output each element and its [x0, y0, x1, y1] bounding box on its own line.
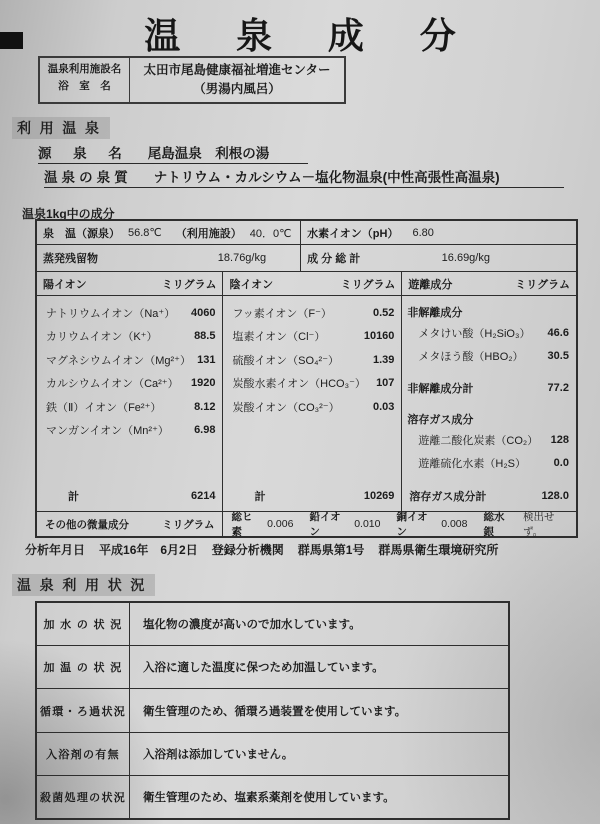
trace-pair [396, 509, 467, 539]
gas-name: 遊離二酸化炭素（CO₂） [418, 434, 539, 447]
nondissociated-total-label: 非解離成分計 [407, 383, 474, 395]
anion-row [223, 325, 401, 349]
trace-unit: ミリグラム [162, 518, 215, 531]
free-value: 46.6 [547, 326, 569, 339]
anion-value: 1.39 [373, 353, 395, 366]
trace-name: 鉛イオン [309, 511, 341, 538]
usage-row-label: 加 水 の 状 況 [37, 603, 130, 645]
component-total-cell [301, 245, 576, 271]
anion-name: フッ素イオン（F⁻） [232, 307, 332, 320]
dissolved-gas-header: 溶存ガス成分 [407, 414, 474, 426]
usage-row-label: 加 温 の 状 況 [37, 646, 130, 688]
facility-label-line1: 温泉利用施設名 [47, 63, 122, 75]
cation-value: 8.12 [194, 400, 216, 413]
anion-column [223, 296, 402, 511]
cation-value: 88.5 [194, 330, 216, 343]
anion-row [223, 301, 401, 325]
free-name: メタほう酸（HBO₂） [418, 351, 524, 364]
cation-row [37, 395, 222, 419]
trace-name: 総ヒ素 [231, 511, 253, 538]
cation-name: 鉄（Ⅱ）イオン（Fe²⁺） [46, 401, 162, 414]
nondissociated-total-row [402, 377, 576, 399]
nondissociated-total-value: 77.2 [547, 382, 569, 394]
temperature-use-label: （利用施設） [175, 227, 242, 240]
cation-row [37, 419, 222, 443]
anion-column-header: 陰イオン [229, 278, 274, 291]
section-heading-usage: 温泉利用状況 [12, 574, 155, 596]
usage-row-text: 入浴剤は添加していません。 [143, 748, 294, 761]
ph-cell [301, 221, 576, 244]
anion-row [223, 372, 401, 396]
trace-value: 0.008 [441, 518, 468, 530]
anion-name: 硫酸イオン（SO₄²⁻） [232, 354, 340, 367]
spring-quality-value: ナトリウム・カルシウム－塩化物温泉(中性高張性高温泉) [153, 170, 500, 185]
cation-name: カルシウムイオン（Ca²⁺） [46, 378, 179, 391]
spring-quality-row [44, 166, 564, 188]
ph-label: 水素イオン（pH） [307, 227, 399, 240]
cation-unit-header: ミリグラム [161, 278, 217, 291]
nondissociated-header: 非解離成分 [407, 307, 463, 319]
temperature-source-value: 56.8℃ [128, 227, 162, 239]
gas-row [402, 428, 576, 452]
anion-header-cell [223, 272, 402, 295]
anion-name: 炭酸水素イオン（HCO₃⁻） [232, 378, 366, 391]
temperature-row [37, 221, 576, 245]
anion-row [223, 348, 401, 372]
facility-name-box [38, 56, 346, 104]
free-row [402, 321, 576, 345]
anion-unit-header: ミリグラム [340, 278, 396, 291]
usage-row-circulation [37, 689, 508, 732]
cation-name: ナトリウムイオン（Na⁺） [46, 307, 176, 320]
anion-row [223, 395, 401, 419]
trace-pair [231, 509, 293, 539]
anion-value: 10160 [363, 330, 395, 343]
trace-pair [309, 509, 380, 539]
usage-row-label: 殺菌処理の状況 [37, 776, 130, 818]
cation-value: 131 [197, 353, 216, 366]
usage-row-label: 入浴剤の有無 [37, 733, 130, 775]
anion-total-label: 計 [254, 490, 266, 503]
source-spring-label: 源 泉 名 [38, 146, 126, 161]
cation-value: 1920 [191, 377, 216, 390]
gas-value: 0.0 [553, 457, 569, 470]
facility-label-cell [40, 58, 130, 102]
facility-value-cell [130, 58, 344, 102]
evaporation-residue-cell [37, 245, 301, 271]
facility-bath-name: （男湯内風呂） [193, 81, 281, 96]
component-total-value: 16.69g/kg [441, 252, 490, 264]
cation-value: 4060 [191, 306, 216, 319]
anion-value: 107 [376, 377, 395, 390]
analysis-date: 平成16年 6月2日 [99, 543, 198, 557]
analysis-org-label: 登録分析機関 [211, 543, 284, 557]
cation-row [37, 372, 222, 396]
cation-row [37, 301, 222, 325]
free-header-cell [402, 272, 576, 295]
free-row [402, 345, 576, 369]
evaporation-residue-value: 18.76g/kg [217, 252, 267, 264]
composition-table [35, 219, 578, 538]
cation-name: カリウムイオン（K⁺） [46, 331, 158, 344]
composition-heading: 温泉1kg中の成分 [22, 207, 115, 221]
cation-value: 6.98 [194, 424, 216, 437]
section-heading-used-spring: 利用温泉 [12, 117, 110, 139]
gas-value: 128 [550, 433, 569, 446]
usage-row-text: 入浴に適した温度に保つため加温しています。 [143, 662, 384, 675]
cation-header-cell [37, 272, 223, 295]
ion-body-row [37, 296, 576, 512]
analysis-info-line [25, 541, 512, 558]
gas-name: 遊離硫化水素（H₂S） [418, 458, 526, 471]
usage-row-label: 循環・ろ過状況 [37, 689, 130, 731]
gas-total-label: 溶存ガス成分計 [409, 490, 487, 503]
trace-label: その他の微量成分 [45, 518, 129, 531]
usage-row-disinfection [37, 776, 508, 818]
evaporation-residue-label: 蒸発残留物 [43, 253, 98, 265]
trace-values-cell [223, 512, 576, 536]
temperature-cell [37, 221, 301, 244]
trace-value: 0.006 [267, 518, 294, 530]
residue-total-row [37, 245, 576, 272]
spring-quality-label: 温泉の泉質 [44, 170, 132, 185]
usage-row-text: 衛生管理のため、塩素系薬剤を使用しています。 [143, 791, 395, 804]
analysis-date-label: 分析年月日 [25, 543, 86, 557]
trace-value: 0.010 [354, 518, 381, 530]
trace-pair [483, 509, 568, 539]
temperature-label: 泉 温（源泉） [43, 227, 120, 240]
anion-total-value: 10269 [363, 489, 395, 502]
free-value: 30.5 [547, 350, 569, 363]
usage-row-heating [37, 646, 508, 689]
anion-total-row [223, 484, 401, 507]
facility-name: 太田市尾島健康福祉増進センター [143, 63, 331, 77]
cation-name: マグネシウムイオン（Mg²⁺） [46, 354, 191, 367]
cation-column [37, 296, 223, 511]
trace-name: 総水銀 [483, 511, 505, 538]
trace-value: 検出せず。 [522, 511, 555, 538]
column-header-row [37, 272, 576, 296]
usage-table [35, 601, 510, 820]
free-column-header: 遊離成分 [408, 278, 453, 291]
usage-row-text: 衛生管理のため、循環ろ過装置を使用しています。 [143, 705, 407, 718]
gas-total-value: 128.0 [541, 489, 569, 502]
page-title: 温泉成分 [144, 15, 512, 56]
cation-total-row [37, 484, 222, 507]
facility-label-line2: 浴 室 名 [58, 79, 111, 92]
anion-name: 炭酸イオン（CO₃²⁻） [232, 401, 340, 414]
cation-row [37, 325, 222, 349]
component-total-label: 成 分 総 計 [307, 253, 361, 265]
cation-total-label: 計 [68, 490, 79, 503]
free-unit-header: ミリグラム [515, 278, 570, 291]
trace-label-cell [37, 512, 223, 536]
source-spring-value: 尾島温泉 利根の湯 [147, 146, 270, 161]
temperature-use-value: 40．0℃ [249, 227, 292, 240]
anion-value: 0.52 [373, 306, 395, 319]
cation-name: マンガンイオン（Mn²⁺） [46, 425, 169, 438]
free-component-column [402, 296, 576, 511]
trace-name: 銅イオン [396, 511, 428, 538]
usage-row-water-addition [37, 603, 508, 646]
analysis-org-number: 群馬県第1号 [297, 543, 365, 557]
anion-value: 0.03 [373, 400, 395, 413]
cation-total-value: 6214 [191, 489, 216, 502]
usage-row-text: 塩化物の濃度が高いので加水しています。 [143, 619, 361, 632]
gas-total-row [402, 484, 576, 507]
anion-name: 塩素イオン（Cl⁻） [232, 331, 326, 344]
source-spring-row [38, 142, 308, 164]
cation-column-header: 陽イオン [43, 278, 87, 291]
cation-row [37, 348, 222, 372]
gas-row [402, 452, 576, 476]
free-name: メタけい酸（H₂SiO₃） [418, 327, 531, 340]
trace-components-row [37, 512, 576, 536]
analysis-org-name: 群馬県衛生環境研究所 [378, 543, 499, 557]
ph-value: 6.80 [412, 226, 434, 239]
usage-row-bath-additives [37, 733, 508, 776]
